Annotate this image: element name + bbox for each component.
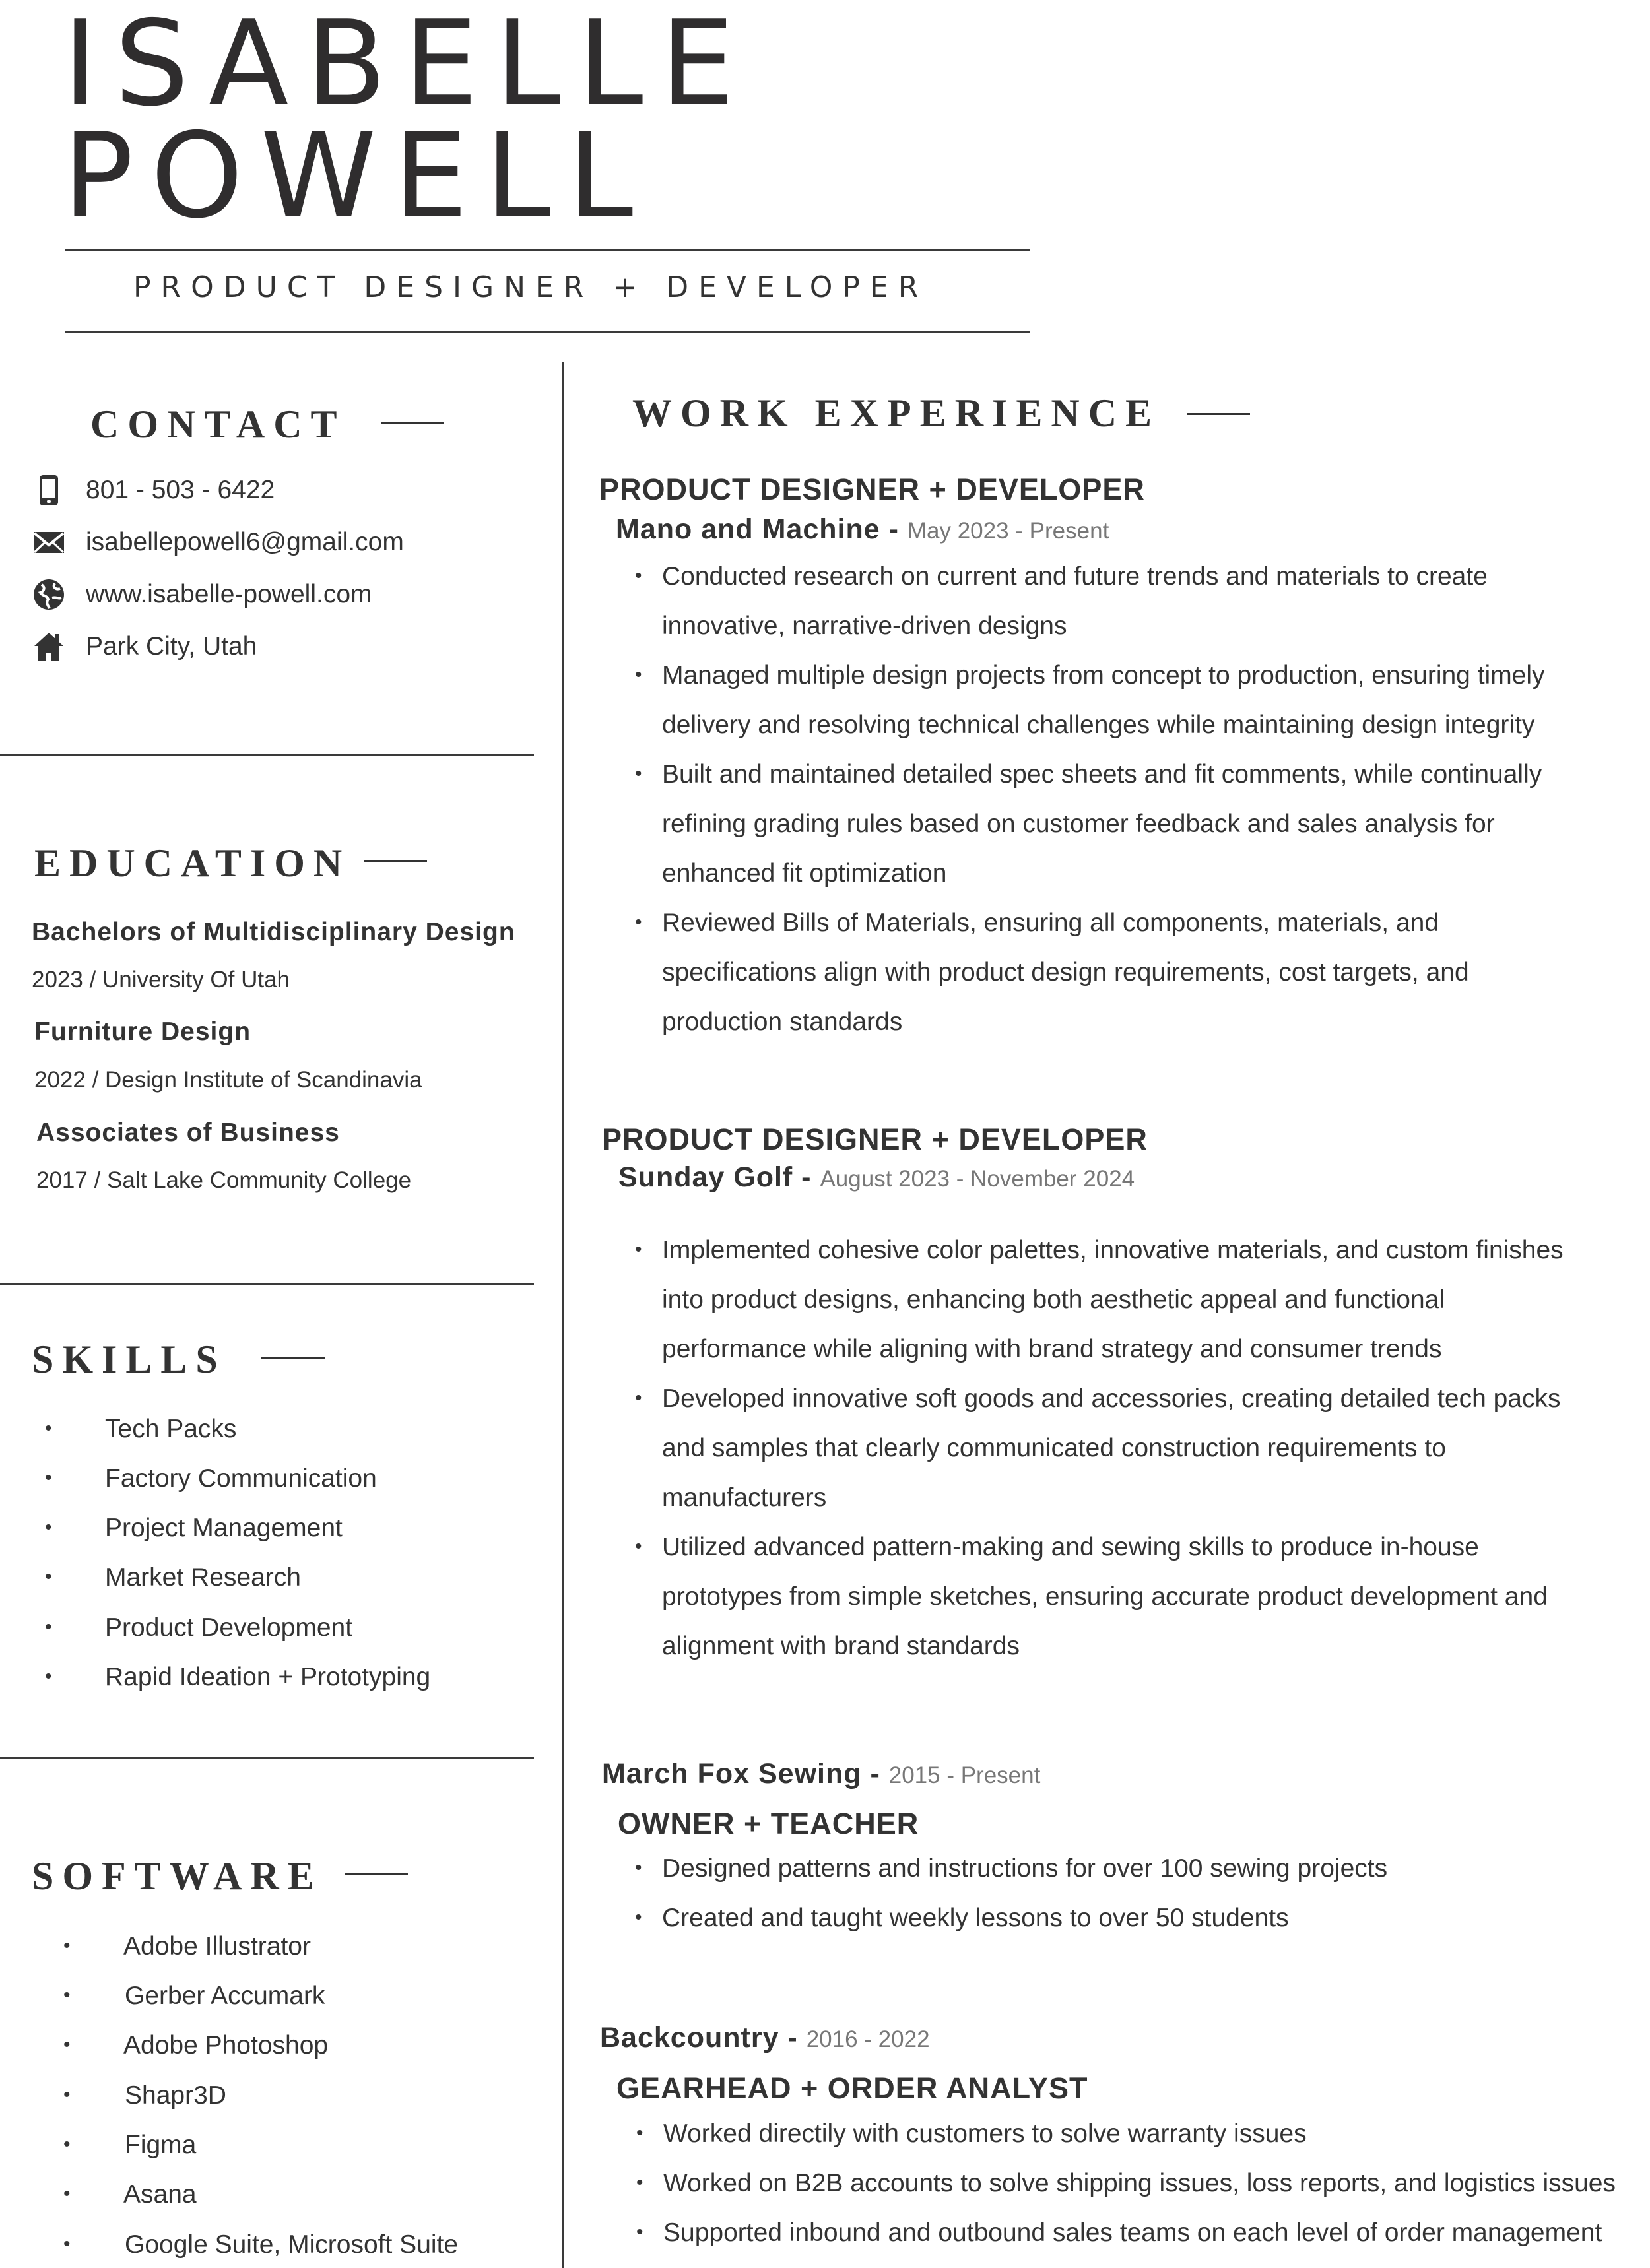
job-dates: 2016 - 2022 — [806, 2026, 930, 2052]
skills-heading-dash — [261, 1357, 325, 1359]
job-dates: May 2023 - Present — [907, 518, 1109, 544]
envelope-icon — [32, 525, 66, 560]
software-bullet: • — [63, 1984, 71, 2006]
software-item: Adobe Illustrator — [123, 1932, 311, 1960]
bullet-text: manufacturers — [662, 1483, 827, 1512]
skills-heading: SKILLS — [32, 1338, 226, 1381]
bullet-text: Built and maintained detailed spec sheets and fit comments, while continually — [662, 760, 1542, 789]
work-heading-dash — [1187, 413, 1250, 415]
job-dates: 2015 - Present — [888, 1763, 1041, 1788]
skill-bullet: • — [45, 1417, 52, 1439]
job-role: OWNER + TEACHER — [618, 1807, 919, 1840]
work-heading: WORK EXPERIENCE — [632, 391, 1161, 435]
bullet-dot: • — [636, 2172, 644, 2193]
header-top-rule — [65, 249, 1030, 251]
skill-bullet: • — [45, 1467, 52, 1489]
bullet-text: enhanced fit optimization — [662, 859, 947, 888]
skill-bullet: • — [45, 1666, 52, 1687]
last-name: POWELL — [63, 108, 651, 244]
column-divider — [562, 362, 564, 2268]
software-item: Asana — [123, 2180, 197, 2209]
bullet-dot: • — [635, 1387, 642, 1409]
education-detail: 2023 / University Of Utah — [32, 967, 290, 992]
bullet-dot: • — [635, 911, 642, 933]
bullet-text: Designed patterns and instructions for over 100 sewing projects — [662, 1854, 1388, 1883]
bullet-text: Reviewed Bills of Materials, ensuring all components, materials, and — [662, 909, 1439, 937]
bullet-text: prototypes from simple sketches, ensuring accurate product development and — [662, 1582, 1548, 1611]
email-link[interactable]: isabellepowell6@gmail.com — [86, 528, 404, 556]
phone-icon — [32, 473, 66, 507]
contact-divider — [0, 754, 534, 756]
bullet-text: production standards — [662, 1008, 903, 1036]
software-bullet: • — [63, 2084, 71, 2106]
website-link[interactable]: www.isabelle-powell.com — [86, 580, 372, 608]
phone-number: 801 - 503 - 6422 — [86, 476, 275, 504]
bullet-text: Conducted research on current and future trends and materials to create — [662, 562, 1488, 591]
bullet-text: Utilized advanced pattern-making and sewing skills to produce in-house — [662, 1533, 1479, 1561]
bullet-dot: • — [635, 1906, 642, 1928]
bullet-text: Worked directily with customers to solve warranty issues — [663, 2120, 1307, 2148]
skill-bullet: • — [45, 1616, 52, 1638]
bullet-text: alignment with brand standards — [662, 1632, 1020, 1660]
bullet-dot: • — [635, 1857, 642, 1879]
bullet-text: Created and taught weekly lessons to over 50 students — [662, 1904, 1289, 1932]
company-name: Backcountry - — [600, 2022, 807, 2054]
contact-heading: CONTACT — [90, 403, 346, 446]
location-text: Park City, Utah — [86, 632, 257, 661]
software-item: Google Suite, Microsoft Suite — [125, 2230, 459, 2259]
job-role: PRODUCT DESIGNER + DEVELOPER — [602, 1122, 1148, 1156]
software-bullet: • — [63, 2133, 71, 2155]
bullet-dot: • — [635, 664, 642, 686]
software-item: Gerber Accumark — [125, 1982, 325, 2010]
software-bullet: • — [63, 1935, 71, 1957]
skill-bullet: • — [45, 1516, 52, 1538]
education-heading: EDUCATION — [34, 841, 351, 885]
bullet-dot: • — [636, 2122, 644, 2144]
education-divider — [0, 1283, 534, 1285]
bullet-text: innovative, narrative-driven designs — [662, 612, 1067, 640]
globe-icon — [32, 577, 66, 612]
skill-item: Project Management — [105, 1514, 343, 1542]
job-company — [618, 1161, 1135, 1194]
bullet-text: delivery and resolving technical challenges while maintaining design integrity — [662, 711, 1535, 739]
first-name: ISABELLE — [63, 0, 752, 132]
contact-phone — [32, 473, 275, 507]
education-degree: Furniture Design — [34, 1018, 251, 1046]
job-dates: August 2023 - November 2024 — [820, 1166, 1135, 1192]
software-heading-dash — [345, 1873, 408, 1875]
job-role: GEARHEAD + ORDER ANALYST — [616, 2071, 1088, 2105]
bullet-text: into product designs, enhancing both aesthetic appeal and functional — [662, 1285, 1445, 1314]
bullet-text: specifications align with product design requirements, cost targets, and — [662, 958, 1469, 987]
contact-heading-dash — [381, 422, 444, 424]
job-company — [600, 2022, 930, 2054]
education-detail: 2022 / Design Institute of Scandinavia — [34, 1067, 422, 1093]
education-detail: 2017 / Salt Lake Community College — [36, 1167, 412, 1193]
bullet-dot: • — [635, 565, 642, 587]
job-company — [602, 1758, 1040, 1790]
bullet-text: Developed innovative soft goods and accessories, creating detailed tech packs — [662, 1384, 1561, 1413]
skill-bullet: • — [45, 1566, 52, 1588]
bullet-text: refining grading rules based on customer feedback and sales analysis for — [662, 810, 1495, 838]
job-company — [616, 513, 1109, 546]
software-item: Figma — [125, 2131, 197, 2159]
bullet-text: Supported inbound and outbound sales teams on each level of order management — [663, 2219, 1602, 2247]
bullet-dot: • — [636, 2221, 644, 2243]
company-name: Sunday Golf - — [618, 1161, 820, 1193]
skills-divider — [0, 1757, 534, 1759]
bullet-dot: • — [635, 1239, 642, 1260]
software-bullet: • — [63, 2183, 71, 2205]
software-bullet: • — [63, 2034, 71, 2056]
job-role: PRODUCT DESIGNER + DEVELOPER — [599, 472, 1145, 506]
education-heading-dash — [364, 860, 427, 862]
job-title-heading: PRODUCT DESIGNER + DEVELOPER — [133, 271, 929, 304]
company-name: March Fox Sewing - — [602, 1758, 889, 1790]
bullet-text: Implemented cohesive color palettes, innovative materials, and custom finishes — [662, 1236, 1564, 1264]
bullet-dot: • — [635, 763, 642, 785]
software-bullet: • — [63, 2233, 71, 2255]
software-item: Adobe Photoshop — [123, 2031, 329, 2059]
bullet-dot: • — [635, 1536, 642, 1557]
bullet-text: performance while aligning with brand strategy and consumer trends — [662, 1335, 1442, 1363]
skill-item: Market Research — [105, 1563, 301, 1592]
bullet-text: Worked on B2B accounts to solve shipping issues, loss reports, and logistics issues — [663, 2169, 1616, 2197]
education-degree: Associates of Business — [36, 1118, 340, 1147]
skill-item: Product Development — [105, 1613, 353, 1642]
contact-website — [32, 577, 372, 612]
bullet-text: Managed multiple design projects from concept to production, ensuring timely — [662, 661, 1545, 690]
contact-email — [32, 525, 404, 560]
bullet-text: and samples that clearly communicated construction requirements to — [662, 1434, 1446, 1462]
software-item: Shapr3D — [125, 2081, 226, 2110]
company-name: Mano and Machine - — [616, 513, 908, 545]
home-icon — [32, 630, 66, 664]
skill-item: Rapid Ideation + Prototyping — [105, 1663, 431, 1691]
contact-location — [32, 630, 257, 664]
software-heading: SOFTWARE — [32, 1854, 323, 1898]
skill-item: Tech Packs — [105, 1415, 237, 1443]
skill-item: Factory Communication — [105, 1464, 377, 1493]
header-bottom-rule — [65, 331, 1030, 333]
education-degree: Bachelors of Multidisciplinary Design — [32, 918, 515, 946]
